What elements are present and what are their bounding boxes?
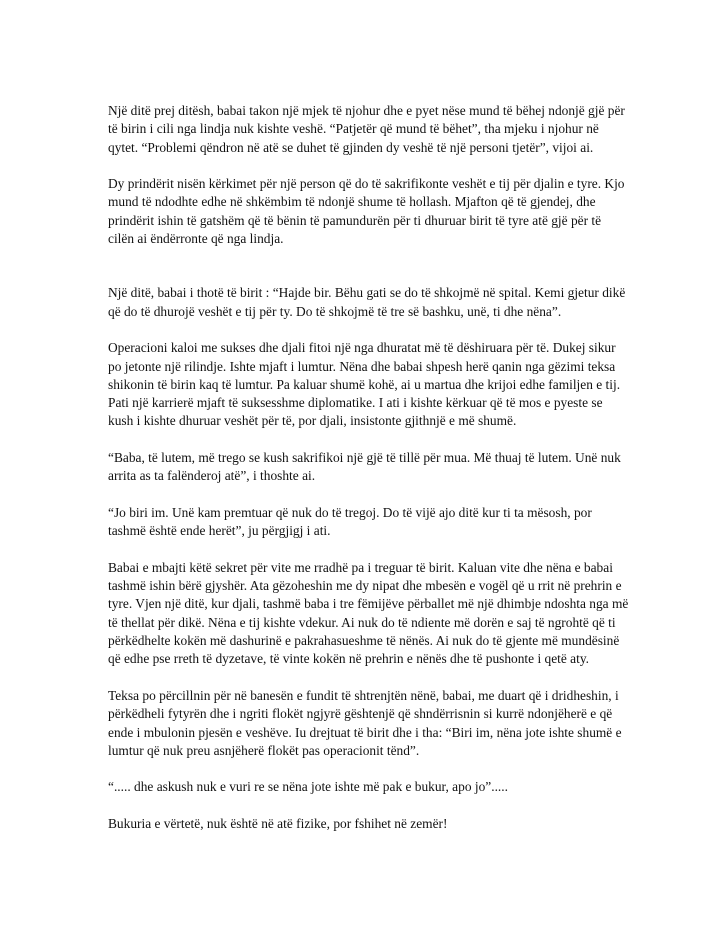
paragraph-1: Një ditë prej ditësh, babai takon një mjek të njohur dhe e pyet nëse mund të bëhej ndonjë gjë për të birin i cili nga lindja nuk kishte veshë. “Patjetër që mund të bëhet”, tha mjeku i njohur në qytet. “Problemi qëndron në atë se duhet të gjinden dy veshë të një personi tjetër”, vijoi ai. bbox=[108, 103, 625, 155]
document-body bbox=[108, 102, 630, 852]
paragraph-2: Dy prindërit nisën kërkimet për një person që do të sakrifikonte veshët e tij për djalin e tyre. Kjo mund të ndodhte edhe në shkëmbim të ndonjë shume të hollash. Mjafton që të gjendej, dhe prindërit ishin të gatshëm që të bënin të pamundurën për ti dhuruar birit të tyre atë gjë për të cilën ai ëndërronte që nga lindja. bbox=[108, 176, 625, 247]
paragraph-4: Operacioni kaloi me sukses dhe djali fitoi një nga dhuratat më të dëshiruara për të. Dukej sikur po jetonte një rilindje. Ishte mjaft i lumtur. Nëna dhe babai shpesh herë qanin nga gëzimi teksa shikonin të birin kaq të lumtur. Pa kaluar shumë kohë, ai u martua dhe krijoi edhe familjen e tij. Pati një karrierë mjaft të suksesshme diplomatike. I ati i kishte kërkuar që të mos e pyeste se kush i kishte dhuruar veshët për të, por djali, insistonte gjithnjë e më shumë. bbox=[108, 340, 621, 429]
paragraph-7: Babai e mbajti këtë sekret për vite me rradhë pa i treguar të birit. Kaluan vite dhe nëna e babai tashmë ishin bërë gjyshër. Ata gëzoheshin me dy nipat dhe mbesën e vogël që u rrit në prehrin e tyre. Vjen një ditë, kur djali, tashmë baba i tre fëmijëve përballet më një dhimbje ndoshta nga më të thellat për dikë. Nëna e tij kishte vdekur. Ai nuk do të ndiente më dorën e saj të ngrohtë që ti përkëdhelte kokën më dashurinë e pakrahasueshme të nënës. Ai nuk do të gjente më mundësinë që edhe pse rreth të dyzetave, të vinte kokën në prehrin e nënës dhe të pushonte i qetë aty. bbox=[108, 559, 629, 667]
paragraph-5: “Baba, të lutem, më trego se kush sakrifikoi një gjë të tillë për mua. Më thuaj të lutem. Unë nuk arrita as ta falënderoj atë”, i thoshte ai. bbox=[108, 450, 621, 484]
paragraph-10: Bukuria e vërtetë, nuk është në atë fizike, por fshihet në zemër! bbox=[108, 815, 448, 831]
paragraph-3: Një ditë, babai i thotë të birit : “Hajde bir. Bëhu gati se do të shkojmë në spital. Kemi gjetur dikë që do të dhurojë veshët e tij për ty. Do të shkojmë të tre së bashku, unë, ti dhe nëna”. bbox=[108, 285, 626, 319]
paragraph-6: “Jo biri im. Unë kam premtuar që nuk do të tregoj. Do të vijë ajo ditë kur ti ta mësosh, por tashmë është ende herët”, ju përgjigj i ati. bbox=[108, 504, 592, 539]
paragraph-8: Teksa po përcillnin për në banesën e fundit të shtrenjtën nënë, babai, me duart që i dridheshin, i përkëdheli fytyrën dhe i ngriti flokët ngjyrë gështenjë që shndërrisnin si kurrë ndonjëherë e që ende i mbulonin pjesën e veshëve. Iu drejtuat të birit dhe i tha: “Biri im, nëna jote ishte shumë e lumtur që nuk preu asnjëherë flokët pas operacionit tënd”. bbox=[108, 687, 622, 758]
paragraph-9: “..... dhe askush nuk e vuri re se nëna jote ishte më pak e bukur, apo jo”..... bbox=[108, 779, 508, 795]
